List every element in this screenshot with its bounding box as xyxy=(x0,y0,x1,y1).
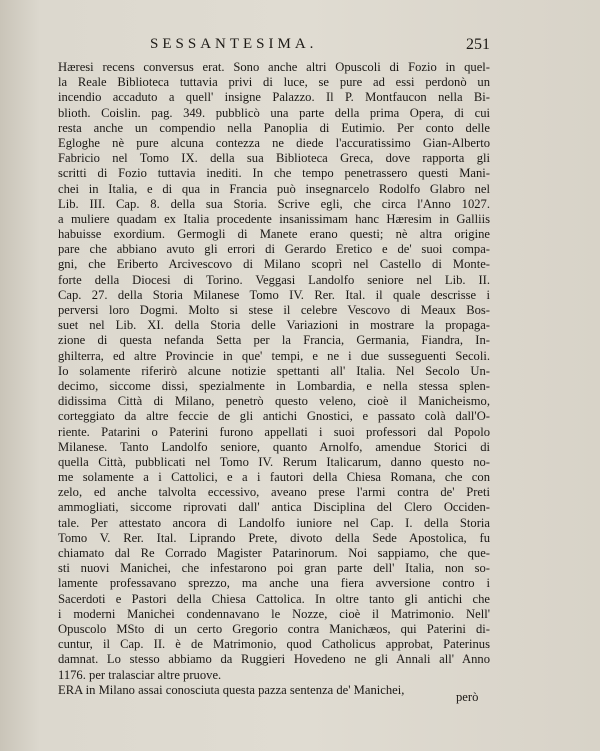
text-line: chiamato dal Re Corrado Magister Patarinorum. Noi sappiamo, che que- xyxy=(58,546,490,560)
text-line: blioth. Coislin. pag. 349. pubblicò una parte della prima Opera, di cui xyxy=(58,105,490,120)
page-header xyxy=(150,36,490,56)
text-line: la Reale Biblioteca tuttavia privi di luce, se pure ad essi perdonò un xyxy=(58,75,490,90)
text-line: resta anche un compendio nella Panoplia di Eutimio. Per conto delle xyxy=(58,120,490,135)
text-line: scritti di Fozio tuttavia inediti. In che tempo penetrassero questi Mani- xyxy=(58,166,490,181)
text-line: perversi loro Dogmi. Molto si stese il celebre Vescovo di Meaux Bos- xyxy=(58,303,490,317)
text-line: riente. Patarini o Paterini furono appellati i suoi professori dal Popolo xyxy=(58,424,490,439)
text-line: Sacerdoti e Pastori della Chiesa Cattolica. In oltre tanto gli antichi che xyxy=(58,591,490,606)
text-line: Opuscolo MSto di un certo Gregorio contra Manichæos, qui Paterini di- xyxy=(58,621,490,636)
catchword: però xyxy=(456,690,479,704)
text-line: sti nuovi Manichei, che infestarono poi gran parte dell' Italia, non so- xyxy=(58,561,490,576)
text-line: forte della Diocesi di Torino. Veggasi Landolfo seniore nel Lib. II. xyxy=(58,272,490,287)
text-line: incendio accaduto a quell' insigne Palazzo. Il P. Montfaucon nella Bi- xyxy=(58,90,490,105)
text-line: Egloghe nè pure alcuna contezza ne diede l'accuratissimo Gian-Alberto xyxy=(58,135,490,150)
page-number: 251 xyxy=(466,36,490,53)
text-line: suet nel Lib. XI. della Storia delle Variazioni in mostrare la propaga- xyxy=(58,318,490,333)
text-line: zelo, ed anche talvolta eccessivo, aveano prese l'armi contra de' Preti xyxy=(58,485,490,500)
text-line: gni, che Eriberto Arcivescovo di Milano scoprì nel Castello di Monte- xyxy=(58,257,490,272)
text-line: Cap. 27. della Storia Milanese Tomo IV. Rer. Ital. il quale descrisse i xyxy=(58,287,490,302)
text-line: a muliere quadam ex Italia procedente insanissimam hanc Hæresim in Galliis xyxy=(58,211,490,226)
text-line: chei in Italia, e di qua in Francia può insegnarcelo Rodolfo Glabro nel xyxy=(58,181,490,196)
text-line: Fabricio nel Tomo IX. della sua Biblioteca Greca, dove rapporta gli xyxy=(58,151,490,166)
text-line: quella Città, pubblicati nel Tomo IV. Rerum Italicarum, danno questo no- xyxy=(58,454,490,469)
text-line: Milanese. Tanto Landolfo seniore, quanto Arnolfo, amendue Storici di xyxy=(58,439,490,454)
text-line: me solamente a i Cattolici, e a i fautori della Chiesa Romana, che con xyxy=(58,470,490,485)
text-line: habuisse exordium. Germogli di Manete erano questi; nè altra origine xyxy=(58,227,490,242)
text-line: ammogliati, siccome riprovati dall' antica Disciplina del Clero Occiden- xyxy=(58,500,490,515)
text-line: Lib. III. Cap. 8. della sua Storia. Scrive egli, che circa l'Anno 1027. xyxy=(58,196,490,211)
running-title: SESSANTESIMA. xyxy=(150,36,318,52)
body-text xyxy=(58,60,490,698)
text-line: damnat. Lo stesso abbiamo da Ruggieri Hovedeno ne gli Annali all' Anno xyxy=(58,652,490,667)
text-line: corteggiato da altre feccie de gli antichi Gnostici, e passato colà dall'O- xyxy=(58,409,490,424)
text-line: Hæresi recens conversus erat. Sono anche altri Opuscoli di Fozio in quel- xyxy=(58,60,490,74)
text-line: tale. Per attestato ancora di Landolfo iuniore nel Cap. I. della Storia xyxy=(58,515,490,530)
text-line: i moderni Manichei condennavano le Nozze, cioè il Matrimonio. Nell' xyxy=(58,606,490,621)
text-line: 1176. per tralasciar altre pruove. xyxy=(58,667,222,682)
text-line: Io solamente riferirò alcune notizie spettanti all' Italia. Nel Secolo Un- xyxy=(58,363,490,378)
text-line: pare che abbiano avuto gli errori di Gerardo Eretico e de' suoi compa- xyxy=(58,242,490,257)
text-line: zione di questa nefanda Setta per la Francia, Germania, Fiandra, In- xyxy=(58,333,490,348)
text-line: Tomo V. Rer. Ital. Liprando Prete, divoto della Sede Apostolica, fu xyxy=(58,530,490,545)
text-line: ERA in Milano assai conosciuta questa pazza sentenza de' Manichei, xyxy=(58,682,405,697)
text-line: ghilterra, ed altre Provincie in que' tempi, e ne i due susseguenti Secoli. xyxy=(58,348,490,363)
text-line: didissima Città di Milano, penetrò questo veleno, cioè il Manicheismo, xyxy=(58,394,490,409)
text-line: cuntur, il Cap. II. è de Matrimonio, quod Catholicus approbat, Paterinus xyxy=(58,637,490,652)
text-line: decimo, siccome dissi, spezialmente in Lombardia, e nella stessa splen- xyxy=(58,378,490,393)
text-line: lamente professavano sprezzo, ma anche una fiera avversione contro i xyxy=(58,576,490,591)
